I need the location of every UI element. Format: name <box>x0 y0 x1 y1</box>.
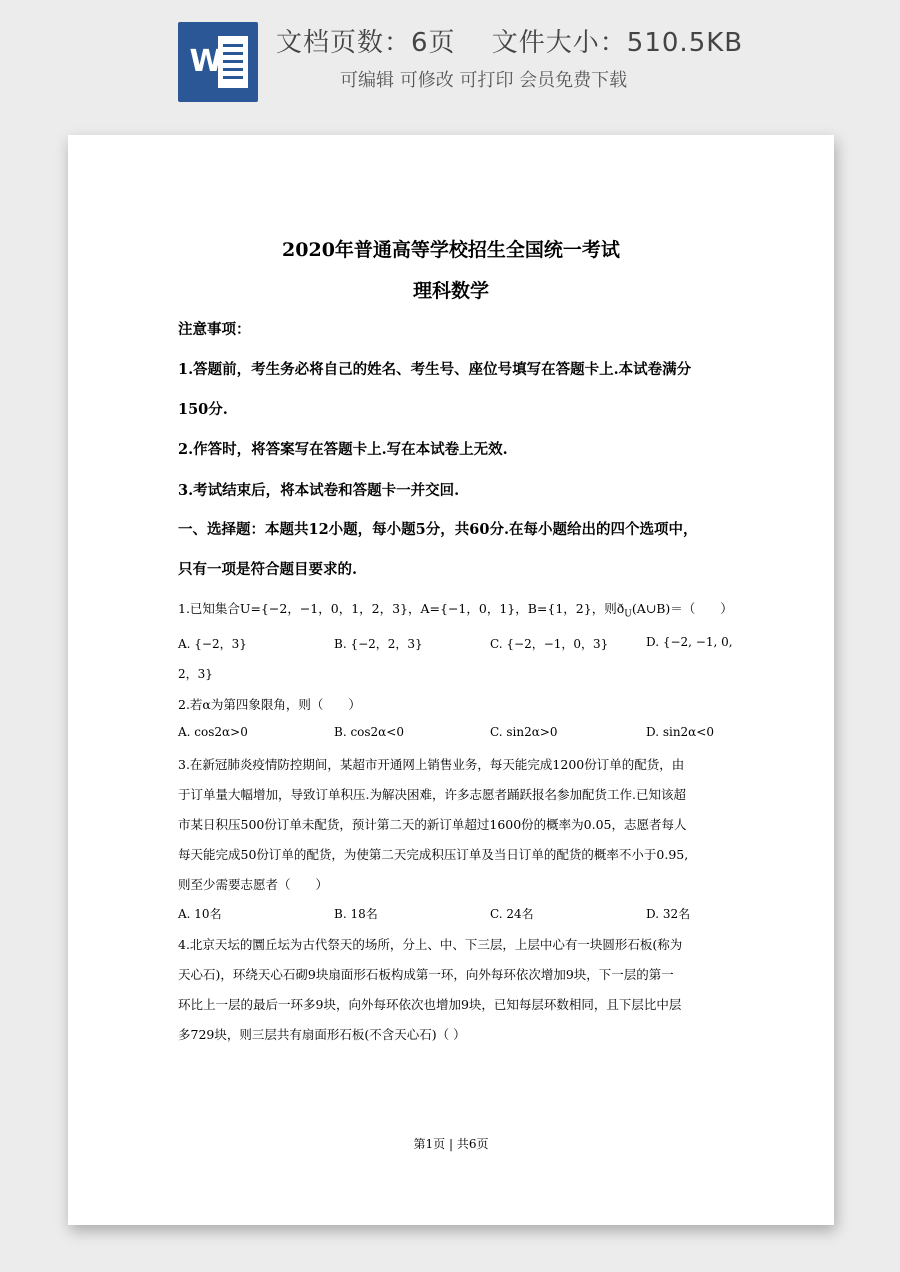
file-features-subtitle: 可编辑 可修改 可打印 会员免费下载 <box>340 70 628 91</box>
notice-item-1-cont: 150分. <box>178 401 228 418</box>
notice-item-1: 1.答题前，考生务必将自己的姓名、考生号、座位号填写在答题卡上.本试卷满分 <box>178 361 692 378</box>
document-page <box>68 135 834 1225</box>
question-1-option-b: B. {−2，2，3} <box>334 637 423 651</box>
notice-item-2: 2.作答时，将答案写在答题卡上.写在本试卷上无效. <box>178 441 508 458</box>
question-4-line: 多729块，则三层共有扇面形石板(不含天心石)（ ） <box>178 1027 466 1042</box>
word-letter: W <box>189 44 223 79</box>
question-3-line: 每天能完成50份订单的配货，为使第二天完成积压订单及当日订单的配货的概率不小于0.95, <box>178 847 689 862</box>
section-heading-cont: 只有一项是符合题目要求的. <box>178 561 358 578</box>
question-3-line: 3.在新冠肺炎疫情防控期间，某超市开通网上销售业务，每天能完成1200份订单的配货，由 <box>178 757 685 772</box>
section-heading: 一、选择题：本题共12小题，每小题5分，共60分.在每小题给出的四个选项中， <box>178 521 698 538</box>
exam-title: 2020年普通高等学校招生全国统一考试 <box>282 239 620 261</box>
question-1-option-d-cont: 2，3} <box>178 667 213 681</box>
exam-subject: 理科数学 <box>412 280 489 302</box>
question-3-option-d: D. 32名 <box>646 907 691 921</box>
question-1-option-d: D. {−2, −1, 0, <box>646 635 733 649</box>
question-3-line: 则至少需要志愿者（ ） <box>178 877 329 892</box>
question-4-line: 4.北京天坛的圜丘坛为古代祭天的场所，分上、中、下三层，上层中心有一块圆形石板(称为 <box>178 937 683 952</box>
question-1-option-a: A. {−2，3} <box>178 637 247 651</box>
question-3-line: 于订单量大幅增加，导致订单积压.为解决困难，许多志愿者踊跃报名参加配货工作.已知该超 <box>178 787 686 802</box>
notice-heading: 注意事项： <box>178 321 251 338</box>
question-2-option-a: A. cos2α>0 <box>178 725 248 739</box>
question-1-stem: 1.已知集合U={−2，−1，0，1，2，3}，A={−1，0，1}，B={1，2}，则$ð_U(A\cup B)=$（ ） <box>178 601 733 620</box>
question-2-option-b: B. cos2α<0 <box>334 725 404 739</box>
question-3-option-c: C. 24名 <box>490 907 534 921</box>
question-3-option-b: B. 18名 <box>334 907 378 921</box>
question-3-option-a: A. 10名 <box>178 907 222 921</box>
question-2-option-c: C. sin2α>0 <box>490 725 558 739</box>
question-4-line: 环比上一层的最后一环多9块，向外每环依次也增加9块，已知每层环数相同，且下层比中层 <box>178 997 682 1012</box>
question-4-line: 天心石)，环绕天心石砌9块扇面形石板构成第一环，向外每环依次增加9块，下一层的第一 <box>178 967 674 982</box>
page-footer: 第1页 | 共6页 <box>413 1137 489 1151</box>
notice-item-3: 3.考试结束后，将本试卷和答题卡一并交回. <box>178 482 460 499</box>
word-document-icon <box>178 22 258 102</box>
question-2-stem: 2.若α为第四象限角，则（ ） <box>178 697 361 712</box>
question-1-option-c: C. {−2，−1，0，3} <box>490 637 609 651</box>
download-banner <box>0 0 900 125</box>
file-info-title: 文档页数：6页 文件大小：510.5KB <box>276 28 744 58</box>
question-3-line: 市某日积压500份订单未配货，预计第二天的新订单超过1600份的概率为0.05，志愿者每人 <box>178 817 687 832</box>
question-2-option-d: D. sin2α<0 <box>646 725 714 739</box>
